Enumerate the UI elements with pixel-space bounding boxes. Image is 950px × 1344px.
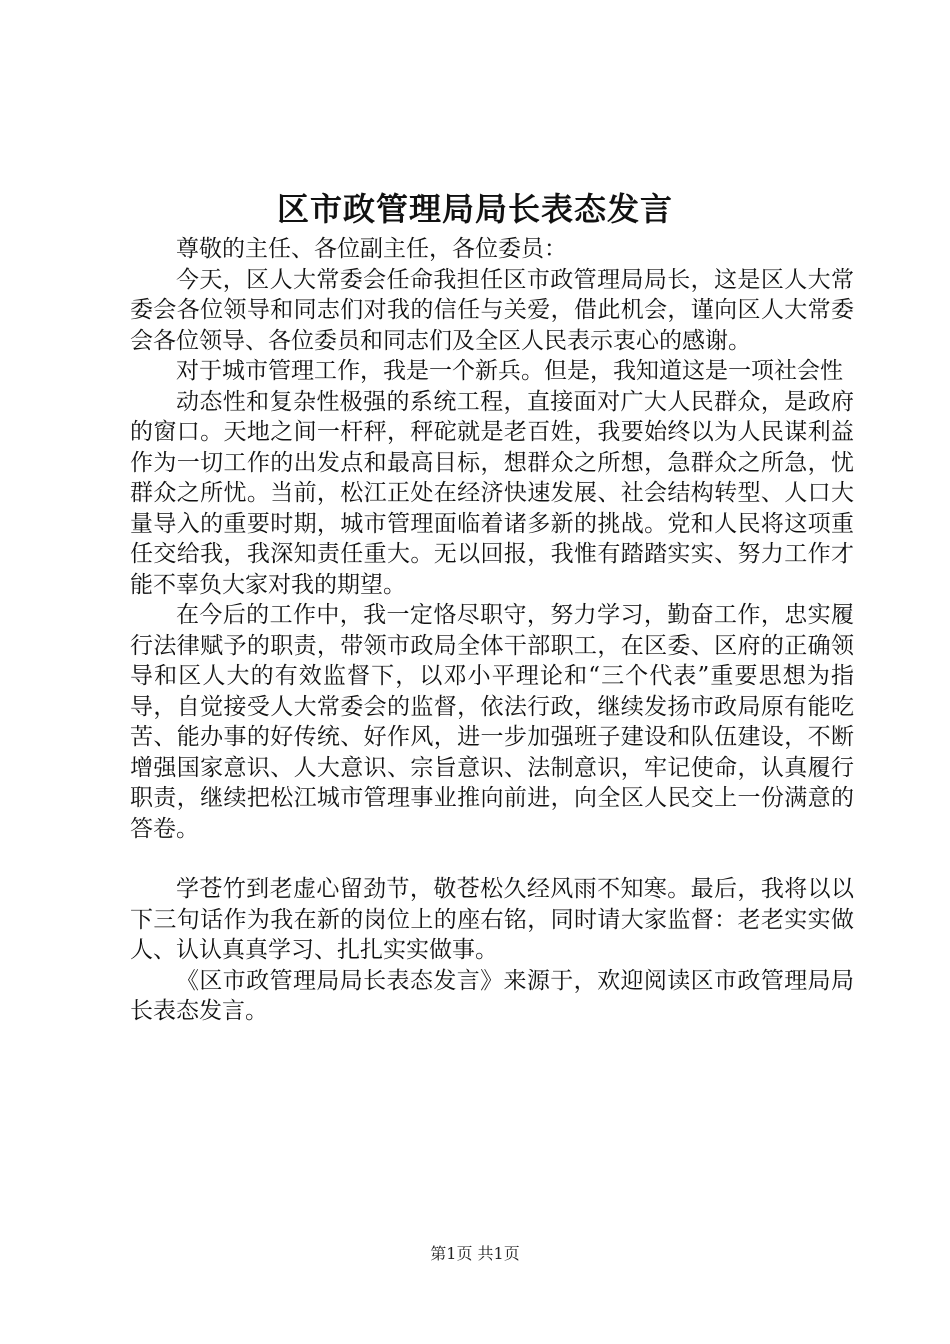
page-footer: 第1页 共1页 <box>430 1244 520 1263</box>
document-body <box>130 234 854 1027</box>
body-paragraph: 今天，区人大常委会任命我担任区市政管理局局长，这是区人大常委会各位领导和同志们对我的信任与关爱，借此机会，谨向区人大常委会各位领导、各位委员和同志们及全区人民表示衷心的感谢。 <box>130 266 854 354</box>
document-title: 区市政管理局局长表态发言 <box>276 190 673 228</box>
body-paragraph: 学苍竹到老虚心留劲节，敬苍松久经风雨不知寒。最后，我将以以下三句话作为我在新的岗位上的座右铭，同时请大家监督：老老实实做人、认认真真学习、扎扎实实做事。 <box>130 876 854 963</box>
source-note-paragraph: 《区市政管理局局长表态发言》来源于，欢迎阅读区市政管理局局长表态发言。 <box>130 967 854 1024</box>
body-paragraph: 对于城市管理工作，我是一个新兵。但是，我知道这是一项社会性 <box>176 358 843 384</box>
salutation-paragraph: 尊敬的主任、各位副主任，各位委员： <box>176 236 567 262</box>
body-paragraph: 动态性和复杂性极强的系统工程，直接面对广大人民群众，是政府的窗口。天地之间一杆秤，秤砣就是老百姓，我要始终以为人民谋利益作为一切工作的出发点和最高目标，想群众之所想，急群众之所急，忧群众之所忧。当前，松江正处在经济快速发展、社会结构转型、人口大量导入的重要时期，城市管理面临着诸多新的挑战。党和人民将这项重任交给我，我深知责任重大。无以回报，我惟有踏踏实实、努力工作才能不辜负大家对我的期望。 <box>130 388 854 598</box>
body-paragraph: 在今后的工作中，我一定恪尽职守，努力学习，勤奋工作，忠实履行法律赋予的职责，带领市政局全体干部职工，在区委、区府的正确领导和区人大的有效监督下，以邓小平理论和“三个代表”重要思想为指导，自觉接受人大常委会的监督，依法行政，继续发扬市政局原有能吃苦、能办事的好传统、好作风，进一步加强班子建设和队伍建设，不断增强国家意识、人大意识、宗旨意识、法制意识，牢记使命，认真履行职责，继续把松江城市管理事业推向前进，向全区人民交上一份满意的答卷。 <box>130 602 854 842</box>
